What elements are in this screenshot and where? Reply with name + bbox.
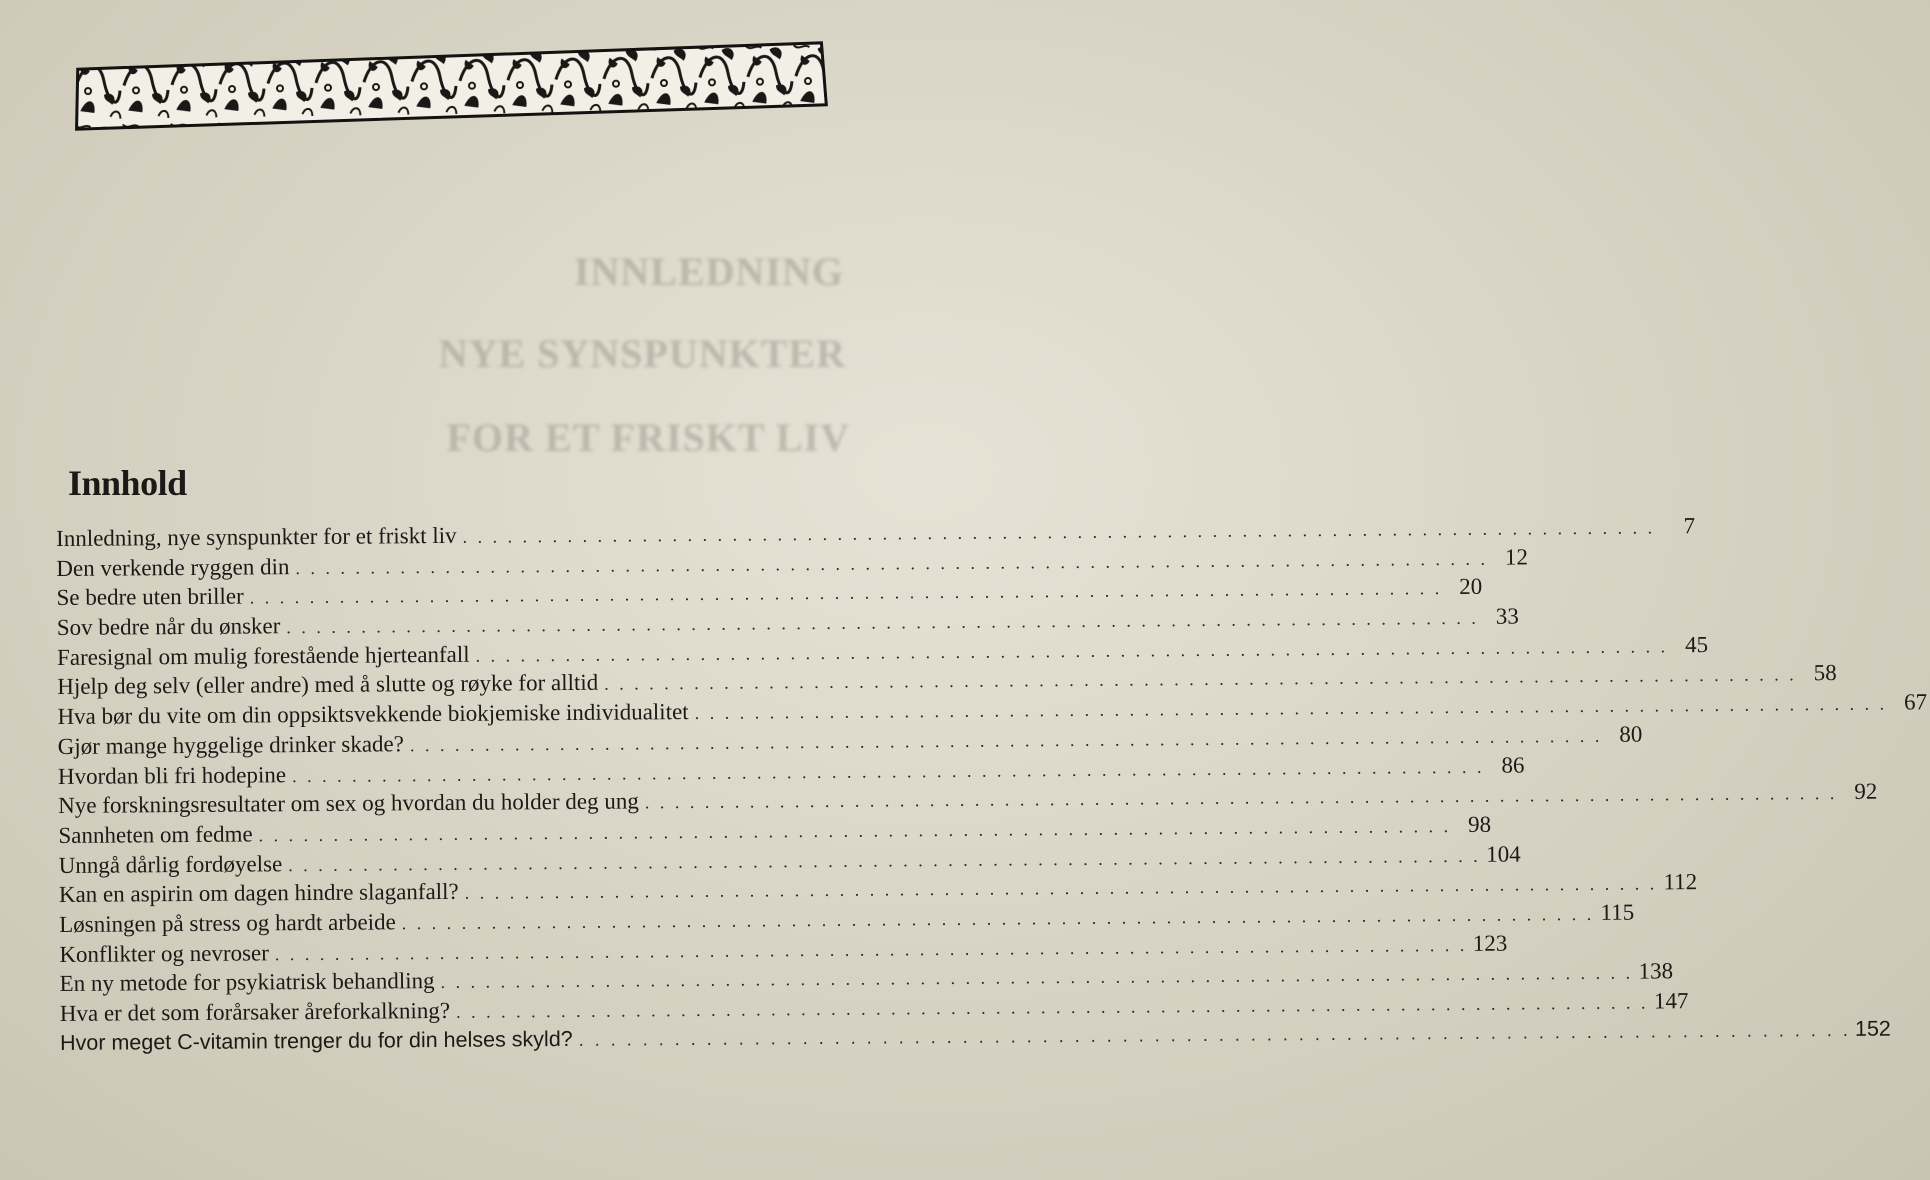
toc-entry [58, 811, 1492, 850]
toc-entry-page-number: 115 [1600, 899, 1635, 925]
toc-entry [59, 930, 1508, 969]
toc-entry [57, 751, 1525, 791]
toc-entry-page-number: 104 [1486, 841, 1521, 867]
toc-dot-leader: . . . . . . . . . . . . . . . . . . . . . . . . . . . . . . . . . . . . . . . . . . . . . . . . . . . . . . . . . . . . . . . . . . . . . . . . . . . . . . . . [286, 607, 1479, 638]
toc-entry-title: Unngå dårlig fordøyelse [58, 850, 283, 878]
toc-entry-page-number: 138 [1638, 958, 1674, 984]
toc-dot-leader: . . . . . . . . . . . . . . . . . . . . . . . . . . . . . . . . . . . . . . . . . . . . . . . . . . . . . . . . . . . . . . . . . . . . . . . . . . . . . . . . [604, 664, 1797, 695]
toc-dot-leader: . . . . . . . . . . . . . . . . . . . . . . . . . . . . . . . . . . . . . . . . . . . . . . . . . . . . . . . . . . . . . . . . . . . . . . . . . . . . . . . . [291, 756, 1485, 786]
toc-dot-leader: . . . . . . . . . . . . . . . . . . . . . . . . . . . . . . . . . . . . . . . . . . . . . . . . . . . . . . . . . . . . . . . . . . . . . . . . . . . . . . . . [644, 783, 1838, 813]
toc-entry-page-number: 86 [1501, 751, 1525, 778]
toc-dot-leader: . . . . . . . . . . . . . . . . . . . . . . . . . . . . . . . . . . . . . . . . . . . . . . . . . . . . . . . . . . . . . . . . . . . . . . . . . . . . . . . . [462, 517, 1656, 547]
toc-entry-title: Hvor meget C-vitamin trenger du for din helses skyld? [59, 1026, 573, 1055]
toc-entry-title: Sannheten om fedme [58, 821, 253, 848]
toc-entry-title: Hvordan bli fri hodepine [57, 761, 287, 789]
toc-entry-page-number: 80 [1619, 721, 1643, 747]
page-title: Innhold [68, 463, 187, 503]
toc-entry [56, 544, 1529, 583]
toc-dot-leader: . . . . . . . . . . . . . . . . . . . . . . . . . . . . . . . . . . . . . . . . . . . . . . . . . . . . . . . . . . . . . . . . . . . . . . . . . . . . . . . . [288, 845, 1481, 875]
toc-entry-page-number: 98 [1467, 811, 1492, 837]
toc-dot-leader: . . . . . . . . . . . . . . . . . . . . . . . . . . . . . . . . . . . . . . . . . . . . . . . . . . . . . . . . . . . . . . . . . . . . . . . . . . . . . . . . [464, 873, 1658, 904]
toc-dot-leader: . . . . . . . . . . . . . . . . . . . . . . . . . . . . . . . . . . . . . . . . . . . . . . . . . . . . . . . . . . . . . . . . . . . . . . . . . . . . . . . . [409, 725, 1603, 756]
toc-entry [58, 778, 1878, 821]
toc-entry-page-number: 92 [1854, 778, 1878, 805]
toc-entry-page-number: 7 [1683, 513, 1696, 539]
toc-entry-title: Nye forskningsresultater om sex og hvordan du holder deg ung [58, 788, 639, 819]
toc-entry-page-number: 67 [1903, 689, 1928, 715]
toc-entry [57, 721, 1643, 761]
toc-entry-title: Sov bedre når du ønsker [56, 613, 281, 641]
toc-entry [56, 574, 1483, 613]
toc-entry-page-number: 45 [1684, 631, 1709, 657]
table-of-contents [56, 513, 1928, 1059]
toc-entry [56, 603, 1519, 643]
toc-entry [59, 1016, 1891, 1058]
toc-dot-leader: . . . . . . . . . . . . . . . . . . . . . . . . . . . . . . . . . . . . . . . . . . . . . . . . . . . . . . . . . . . . . . . . . . . . . . . . . . . . . . . . [249, 578, 1443, 608]
toc-entry-title: Gjør mange hyggelige drinker skade? [57, 731, 405, 759]
toc-entry [56, 513, 1696, 554]
toc-entry-page-number: 12 [1504, 544, 1529, 570]
toc-entry [58, 841, 1521, 880]
toc-entry [59, 899, 1635, 939]
toc-entry-title: Innledning, nye synspunkter for et friskt liv [56, 522, 457, 551]
toc-dot-leader: . . . . . . . . . . . . . . . . . . . . . . . . . . . . . . . . . . . . . . . . . . . . . . . . . . . . . . . . . . . . . . . . . . . . . . . . . . . . . . . . [455, 992, 1649, 1022]
toc-dot-leader: . . . . . . . . . . . . . . . . . . . . . . . . . . . . . . . . . . . . . . . . . . . . . . . . . . . . . . . . . . . . . . . . . . . . . . . . . . . . . . . . [274, 934, 1468, 964]
toc-entry-title: En ny metode for psykiatrisk behandling [59, 968, 435, 997]
decorative-ornament-banner [73, 41, 828, 132]
toc-dot-leader: . . . . . . . . . . . . . . . . . . . . . . . . . . . . . . . . . . . . . . . . . . . . . . . . . . . . . . . . . . . . . . . . . . . . . . . . . . . . . . . . [578, 1019, 1851, 1050]
toc-entry-title: Kan en aspirin om dagen hindre slaganfall? [58, 879, 459, 908]
toc-entry-title: Se bedre uten briller [56, 583, 244, 611]
ghost-heading-line-2: NYE SYNSPUNKTER [438, 331, 846, 376]
toc-entry [57, 689, 1928, 732]
toc-entry-page-number: 33 [1495, 603, 1519, 629]
toc-dot-leader: . . . . . . . . . . . . . . . . . . . . . . . . . . . . . . . . . . . . . . . . . . . . . . . . . . . . . . . . . . . . . . . . . . . . . . . . . . . . . . . . [694, 693, 1888, 724]
toc-entry-title: Den verkende ryggen din [56, 553, 290, 581]
toc-dot-leader: . . . . . . . . . . . . . . . . . . . . . . . . . . . . . . . . . . . . . . . . . . . . . . . . . . . . . . . . . . . . . . . . . . . . . . . . . . . . . . . . [401, 903, 1595, 934]
toc-dot-leader: . . . . . . . . . . . . . . . . . . . . . . . . . . . . . . . . . . . . . . . . . . . . . . . . . . . . . . . . . . . . . . . . . . . . . . . . . . . . . . . . [295, 548, 1489, 578]
toc-entry-title: Hva er det som forårsaker åreforkalkning? [59, 997, 451, 1026]
toc-entry-page-number: 20 [1459, 574, 1483, 600]
ghost-heading-line-3: FOR ET FRISKT LIV [446, 415, 850, 460]
toc-dot-leader: . . . . . . . . . . . . . . . . . . . . . . . . . . . . . . . . . . . . . . . . . . . . . . . . . . . . . . . . . . . . . . . . . . . . . . . . . . . . . . . . [440, 962, 1634, 993]
toc-entry-page-number: 112 [1663, 869, 1698, 895]
toc-entry [58, 869, 1698, 910]
toc-entry [57, 660, 1837, 702]
toc-entry-title: Konflikter og nevroser [59, 939, 269, 967]
ghost-heading-line-1: INNLEDNING [573, 249, 844, 294]
toc-entry-title: Hva bør du vite om din oppsiktsvekkende biokjemiske individualitet [57, 699, 689, 730]
toc-entry [56, 631, 1709, 672]
toc-entry-title: Faresignal om mulig forestående hjerteanfall [56, 641, 470, 670]
toc-entry-page-number: 147 [1653, 988, 1689, 1014]
toc-entry-page-number: 123 [1472, 930, 1508, 956]
toc-entry-title: Løsningen på stress og hardt arbeide [59, 909, 396, 937]
toc-entry-title: Hjelp deg selv (eller andre) med å slutte og røyke for alltid [57, 670, 599, 700]
toc-entry-page-number: 152 [1854, 1016, 1891, 1041]
toc-entry [59, 958, 1674, 999]
toc-entry-page-number: 58 [1813, 660, 1837, 686]
toc-dot-leader: . . . . . . . . . . . . . . . . . . . . . . . . . . . . . . . . . . . . . . . . . . . . . . . . . . . . . . . . . . . . . . . . . . . . . . . . . . . . . . . . [258, 815, 1452, 846]
toc-dot-leader: . . . . . . . . . . . . . . . . . . . . . . . . . . . . . . . . . . . . . . . . . . . . . . . . . . . . . . . . . . . . . . . . . . . . . . . . . . . . . . . . [475, 636, 1669, 666]
